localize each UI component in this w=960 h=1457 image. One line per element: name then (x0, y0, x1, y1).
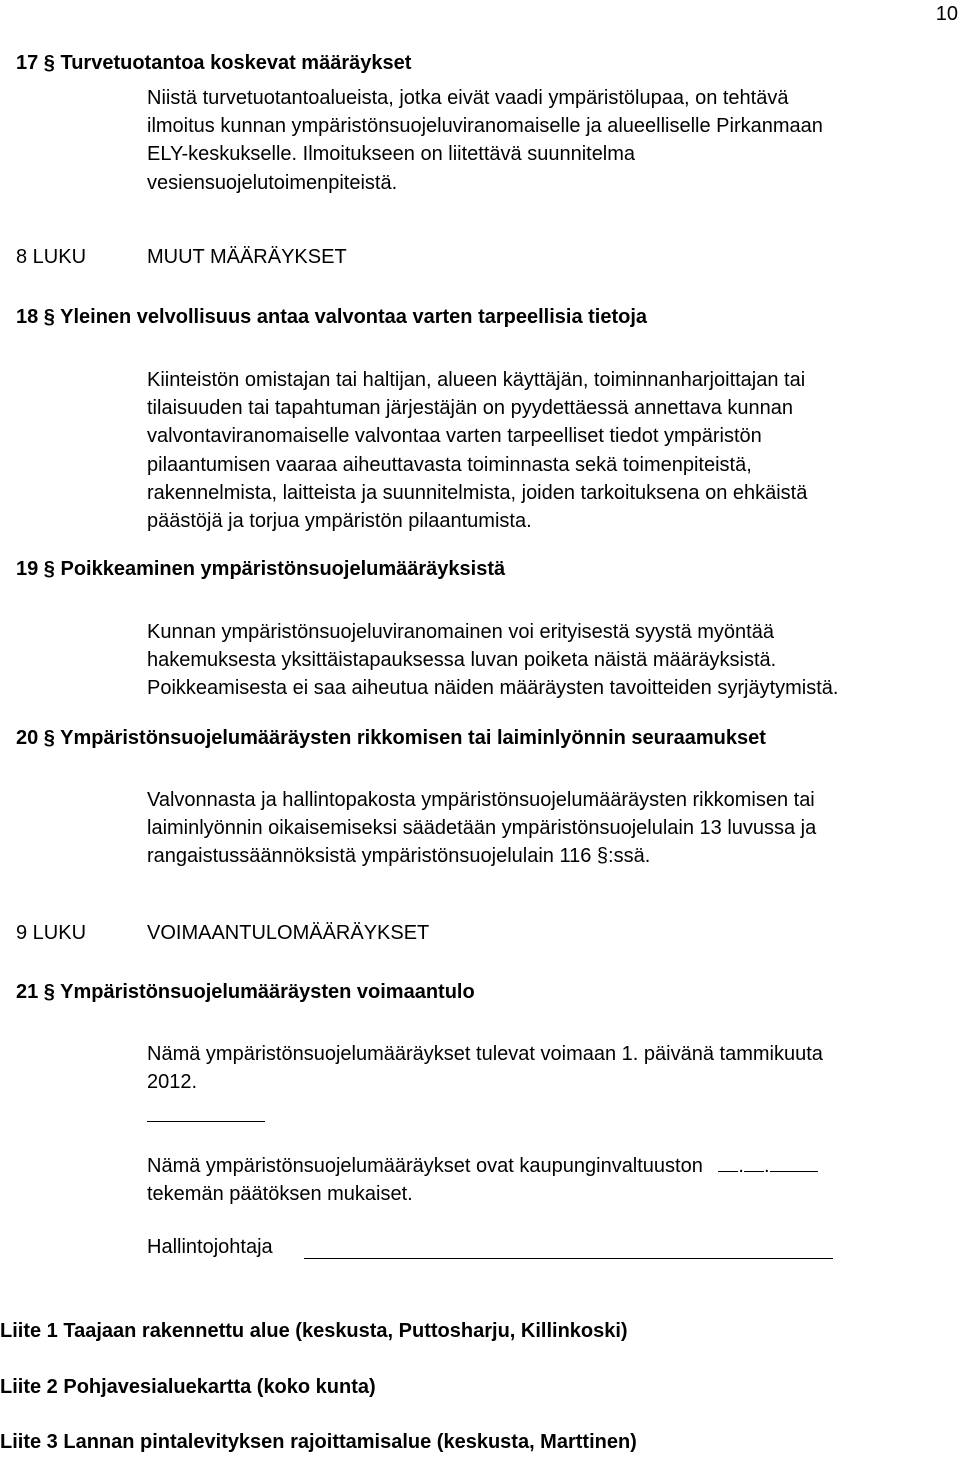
signature-label: Hallintojohtaja (147, 1236, 273, 1258)
text-line: vesiensuojelutoimenpiteistä. (147, 171, 398, 194)
text-line: hakemuksesta yksittäistapauksessa luvan poiketa näistä määräyksistä. (147, 649, 777, 672)
chapter-number: 9 LUKU (16, 922, 87, 944)
text-line: ELY-keskukselle. Ilmoitukseen on liitettävä suunnitelma (147, 143, 636, 166)
page-number: 10 (935, 3, 958, 25)
chapter-number: 8 LUKU (16, 246, 87, 268)
text-line: Kiinteistön omistajan tai haltijan, alueen käyttäjän, toiminnanharjoittajan tai (147, 369, 806, 391)
annex-2: Liite 2 Pohjavesialuekartta (koko kunta) (0, 1376, 376, 1398)
text-line: tekemän päätöksen mukaiset. (147, 1183, 413, 1206)
section-21-text (147, 1040, 823, 1096)
text-line: ilmoitus kunnan ympäristönsuojeluviranomaiselle ja alueelliselle Pirkanmaan (147, 115, 823, 138)
section-18-heading: 18 § Yleinen velvollisuus antaa valvontaa varten tarpeellisia tietoja (16, 306, 648, 328)
section-19-text (147, 618, 838, 703)
text-line: Valvonnasta ja hallintopakosta ympäristönsuojelumääräysten rikkomisen tai (147, 789, 815, 811)
section-20-heading: 20 § Ympäristönsuojelumääräysten rikkomisen tai laiminlyönnin seuraamukset (16, 727, 766, 749)
text-line: Poikkeamisesta ei saa aiheutua näiden määräysten tavoitteiden syrjäytymistä. (147, 677, 839, 700)
text-line: Niistä turvetuotantoalueista, jotka eivät vaadi ympäristölupaa, on tehtävä (147, 87, 789, 109)
section-20-text (147, 786, 816, 871)
approval-text (147, 1152, 818, 1208)
annex-3: Liite 3 Lannan pintalevityksen rajoittamisalue (keskusta, Marttinen) (0, 1431, 637, 1453)
annex-1: Liite 1 Taajaan rakennettu alue (keskusta, Puttosharju, Killinkoski) (0, 1320, 628, 1342)
text-line: tilaisuuden tai tapahtuman järjestäjän on pyydettäessä annettava kunnan (147, 397, 794, 420)
chapter-title: VOIMAANTULOMÄÄRÄYKSET (147, 922, 430, 944)
text-line: rangaistussäännöksistä ympäristönsuojelulain 116 §:ssä. (147, 845, 651, 868)
section-17-text (147, 84, 823, 197)
separator-line (147, 1121, 265, 1122)
section-18-text (147, 366, 807, 535)
signature-line (304, 1258, 833, 1259)
section-19-heading: 19 § Poikkeaminen ympäristönsuojelumääräyksistä (16, 558, 506, 580)
text-line: 2012. (147, 1071, 198, 1094)
blank-separator: . (738, 1155, 744, 1177)
blank-day-field (718, 1153, 738, 1172)
text-line: päästöjä ja torjua ympäristön pilaantumista. (147, 510, 532, 533)
text-line: rakennelmista, laitteista ja suunnitelmista, joiden tarkoituksena on ehkäistä (147, 481, 808, 504)
text-line: Kunnan ympäristönsuojeluviranomainen voi erityisestä syystä myöntää (147, 621, 774, 643)
blank-separator: . (763, 1155, 770, 1177)
text-line: laiminlyönnin oikaisemiseksi säädetään ympäristönsuojelulain 13 luvussa ja (147, 817, 817, 840)
blank-month-field (744, 1153, 764, 1172)
section-17-heading: 17 § Turvetuotantoa koskevat määräykset (16, 52, 412, 74)
chapter-title: MUUT MÄÄRÄYKSET (147, 246, 347, 268)
approval-line-text: Nämä ympäristönsuojelumääräykset ovat kaupunginvaltuuston (147, 1155, 703, 1177)
text-line (147, 1152, 818, 1180)
section-21-heading: 21 § Ympäristönsuojelumääräysten voimaantulo (16, 981, 475, 1003)
blank-year-field (770, 1153, 818, 1172)
text-line: pilaantumisen vaaraa aiheuttavasta toiminnasta sekä toimenpiteistä, (147, 453, 752, 476)
text-line: valvontaviranomaiselle valvontaa varten tarpeelliset tiedot ympäristön (147, 425, 762, 448)
text-line: Nämä ympäristönsuojelumääräykset tulevat voimaan 1. päivänä tammikuuta (147, 1043, 823, 1065)
